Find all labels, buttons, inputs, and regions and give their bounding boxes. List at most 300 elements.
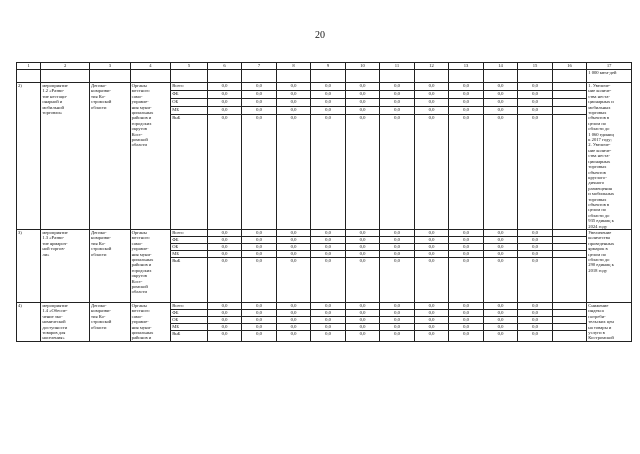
funding-value: 0,0 xyxy=(345,229,380,236)
funding-value: 0,0 xyxy=(380,107,415,115)
funding-source: ВнБ xyxy=(171,115,208,230)
expected-result-line: 2024 году xyxy=(588,223,608,229)
funding-value: 0,0 xyxy=(276,107,311,115)
expected-result xyxy=(587,83,632,230)
expected-result-line: целом по xyxy=(588,207,607,213)
expected-result-line: размещения xyxy=(588,185,612,191)
funding-value xyxy=(552,99,587,107)
empty-cell xyxy=(130,70,171,83)
empty-cell xyxy=(518,70,553,83)
co-executor-line: ромской xyxy=(131,284,148,290)
measure-row xyxy=(17,83,632,91)
co-executor-line: Органы xyxy=(131,302,147,308)
measure-number: 4) xyxy=(17,302,41,341)
funding-value: 0,0 xyxy=(276,91,311,99)
funding-value: 0,0 xyxy=(207,257,242,302)
co-executor-line: Органы xyxy=(131,83,147,88)
funding-value: 0,0 xyxy=(207,330,242,341)
expected-result-line: тельских цен xyxy=(588,319,614,325)
co-executors xyxy=(130,83,171,230)
expected-result-line: торговых xyxy=(588,196,607,202)
funding-value: 0,0 xyxy=(345,323,380,330)
funding-value: 0,0 xyxy=(345,91,380,99)
funding-value: 0,0 xyxy=(414,107,449,115)
co-executor-line: районов и xyxy=(131,115,152,121)
column-header: 15 xyxy=(518,63,553,70)
funding-value: 0,0 xyxy=(483,83,518,91)
expected-result-line: на товары и xyxy=(588,324,612,330)
funding-source: Всего xyxy=(171,302,208,309)
funding-value: 0,0 xyxy=(449,250,484,257)
funding-value: 0,0 xyxy=(242,316,277,323)
funding-value xyxy=(552,323,587,330)
co-executor-line: управле- xyxy=(131,99,149,105)
funding-value: 0,0 xyxy=(242,91,277,99)
funding-value: 0,0 xyxy=(276,250,311,257)
funding-value: 0,0 xyxy=(242,115,277,230)
expected-result-line: объектов xyxy=(588,169,606,175)
funding-value: 0,0 xyxy=(483,115,518,230)
funding-value: 0,0 xyxy=(414,309,449,316)
expected-result-line: объектов в xyxy=(588,201,610,207)
funding-value xyxy=(552,91,587,99)
column-header: 6 xyxy=(207,63,242,70)
page-number: 20 xyxy=(315,30,325,41)
empty-cell xyxy=(345,70,380,83)
measure-name-line: торговли» xyxy=(42,110,63,116)
funding-value xyxy=(552,83,587,91)
funding-value: 0,0 xyxy=(414,83,449,91)
funding-value: 0,0 xyxy=(380,91,415,99)
funding-value: 0,0 xyxy=(242,309,277,316)
funding-source: Всего xyxy=(171,83,208,91)
funding-value: 0,0 xyxy=(311,229,346,236)
co-executor-line: ромской xyxy=(131,137,148,143)
funding-value: 0,0 xyxy=(414,91,449,99)
empty-cell xyxy=(171,70,208,83)
funding-source: ФБ xyxy=(171,91,208,99)
co-executor-line: управле- xyxy=(131,246,149,252)
empty-cell xyxy=(414,70,449,83)
measure-name-line: ной торгов- xyxy=(42,246,66,252)
measure-name-line: 1.2 «Разви- xyxy=(42,88,65,94)
funding-value: 0,0 xyxy=(207,302,242,309)
funding-value: 0,0 xyxy=(311,115,346,230)
funding-value: 0,0 xyxy=(483,107,518,115)
funding-value: 0,0 xyxy=(311,243,346,250)
expected-result-line: области до xyxy=(588,257,610,262)
co-executor-line: само- xyxy=(131,240,143,246)
funding-value: 0,0 xyxy=(483,243,518,250)
co-executor-line: округов xyxy=(131,273,147,279)
funding-value: 0,0 xyxy=(483,99,518,107)
expected-result-line: ние количе- xyxy=(588,88,612,94)
funding-value: 0,0 xyxy=(518,323,553,330)
column-header: 16 xyxy=(552,63,587,70)
executor-line: номразви- xyxy=(91,235,111,241)
funding-value: 0,0 xyxy=(483,236,518,243)
expected-result-line: 2018 году xyxy=(588,267,608,273)
empty-cell xyxy=(17,70,41,83)
measure-name-line: номической xyxy=(42,319,66,325)
expected-result-line: ние количе- xyxy=(588,147,612,153)
funding-value xyxy=(552,302,587,309)
measure-name-line: тие ярмароч- xyxy=(42,240,68,246)
funding-source: МБ xyxy=(171,323,208,330)
empty-cell xyxy=(380,70,415,83)
empty-cell xyxy=(483,70,518,83)
measure-name-line: мобильной xyxy=(42,104,64,110)
funding-value: 0,0 xyxy=(242,236,277,243)
co-executor-line: Кост- xyxy=(131,131,143,137)
funding-source: Всего xyxy=(171,229,208,236)
funding-value: 0,0 xyxy=(345,236,380,243)
funding-value: 0,0 xyxy=(380,302,415,309)
expected-result-line: области до xyxy=(588,212,610,218)
column-header: 9 xyxy=(311,63,346,70)
funding-value: 0,0 xyxy=(242,229,277,236)
measure-name-line: чение эко- xyxy=(42,313,63,319)
funding-value: 0,0 xyxy=(483,91,518,99)
co-executor-line: ния муни- xyxy=(131,324,152,330)
program-table xyxy=(16,62,632,342)
funding-value: 0,0 xyxy=(518,309,553,316)
funding-value: 0,0 xyxy=(242,330,277,341)
expected-result-line: потреби- xyxy=(588,313,606,319)
funding-value: 0,0 xyxy=(380,316,415,323)
funding-value: 0,0 xyxy=(311,250,346,257)
expected-result-line: ства неста- xyxy=(588,93,610,99)
executor-line: области xyxy=(91,251,107,257)
funding-source: ВнБ xyxy=(171,257,208,302)
measure-name-line: доступности xyxy=(42,324,68,330)
funding-value: 0,0 xyxy=(414,330,449,341)
funding-value: 0,0 xyxy=(345,243,380,250)
executor-line: Депэко- xyxy=(91,83,107,88)
funding-value: 0,0 xyxy=(207,243,242,250)
funding-value: 0,0 xyxy=(242,107,277,115)
expected-result-line: 1 060 единиц xyxy=(588,131,614,137)
expected-result-line: мобильных xyxy=(588,104,611,110)
funding-value: 0,0 xyxy=(518,257,553,302)
funding-value: 0,0 xyxy=(380,236,415,243)
funding-value: 0,0 xyxy=(518,229,553,236)
funding-value: 0,0 xyxy=(483,302,518,309)
funding-value: 0,0 xyxy=(449,316,484,323)
expected-result-line: 2. Увеличе- xyxy=(588,142,611,148)
col17-cell: 1 000 квта-дей xyxy=(587,70,632,83)
executor-line: стромской xyxy=(91,246,112,252)
co-executor-line: Органы xyxy=(131,229,147,235)
funding-value: 0,0 xyxy=(207,236,242,243)
funding-value: 0,0 xyxy=(345,316,380,323)
funding-source: ФБ xyxy=(171,236,208,243)
expected-result-line: целом по xyxy=(588,120,607,126)
funding-value: 0,0 xyxy=(345,250,380,257)
measure-row xyxy=(17,229,632,236)
funding-value: 0,0 xyxy=(449,115,484,230)
co-executor-line: городских xyxy=(131,120,152,126)
funding-value: 0,0 xyxy=(276,99,311,107)
funding-value: 0,0 xyxy=(518,330,553,341)
column-header: 13 xyxy=(449,63,484,70)
funding-value: 0,0 xyxy=(380,330,415,341)
funding-source: ОБ xyxy=(171,99,208,107)
funding-value: 0,0 xyxy=(207,83,242,91)
column-header: 7 xyxy=(242,63,277,70)
co-executor-line: области xyxy=(131,142,147,148)
measure-name-line: 1.4 «Обеспе- xyxy=(42,308,68,314)
funding-value: 0,0 xyxy=(276,309,311,316)
funding-value: 0,0 xyxy=(518,99,553,107)
executor-line: номразви- xyxy=(91,88,111,94)
executor-line: стромской xyxy=(91,99,112,105)
funding-value: 0,0 xyxy=(414,229,449,236)
funding-value: 0,0 xyxy=(207,115,242,230)
empty-cell xyxy=(552,70,587,83)
responsible-executor xyxy=(90,302,131,341)
measure-name-line: 1.3 «Разви- xyxy=(42,235,65,241)
co-executor-line: Кост- xyxy=(131,278,143,284)
expected-result-line: области до xyxy=(588,126,610,132)
funding-value: 0,0 xyxy=(345,107,380,115)
funding-value: 0,0 xyxy=(518,91,553,99)
measure-name-line: товаров для xyxy=(42,330,66,335)
empty-cell xyxy=(90,70,131,83)
co-executor-line: само- xyxy=(131,313,143,319)
expected-result-line: дичного xyxy=(588,180,605,186)
funding-value: 0,0 xyxy=(345,99,380,107)
funding-value: 0,0 xyxy=(380,83,415,91)
header-row xyxy=(17,63,632,70)
co-executor-line: само- xyxy=(131,93,143,99)
funding-value xyxy=(552,243,587,250)
funding-value: 0,0 xyxy=(242,99,277,107)
funding-source: МБ xyxy=(171,250,208,257)
funding-value: 0,0 xyxy=(449,330,484,341)
funding-value: 0,0 xyxy=(483,257,518,302)
column-header: 11 xyxy=(380,63,415,70)
funding-value: 0,0 xyxy=(483,316,518,323)
expected-result-line: ционарных xyxy=(588,158,611,164)
funding-source: ФБ xyxy=(171,309,208,316)
funding-value: 0,0 xyxy=(276,330,311,341)
expected-result xyxy=(587,302,632,341)
funding-value xyxy=(552,316,587,323)
funding-value: 0,0 xyxy=(449,302,484,309)
column-header: 1 xyxy=(17,63,41,70)
funding-value: 0,0 xyxy=(345,83,380,91)
funding-value: 0,0 xyxy=(483,229,518,236)
column-header: 10 xyxy=(345,63,380,70)
measure-name-line: мероприятие xyxy=(42,302,68,308)
funding-value xyxy=(552,107,587,115)
funding-value: 0,0 xyxy=(207,229,242,236)
funding-value: 0,0 xyxy=(276,257,311,302)
funding-value: 0,0 xyxy=(380,250,415,257)
funding-value: 0,0 xyxy=(345,302,380,309)
funding-value: 0,0 xyxy=(414,302,449,309)
funding-value: 0,0 xyxy=(207,91,242,99)
co-executor-line: управле- xyxy=(131,319,149,325)
co-executor-line: городских xyxy=(131,267,152,273)
funding-value xyxy=(552,115,587,230)
funding-value: 0,0 xyxy=(242,257,277,302)
funding-value: 0,0 xyxy=(276,83,311,91)
funding-value: 0,0 xyxy=(414,99,449,107)
funding-value: 0,0 xyxy=(449,107,484,115)
expected-result-line: ярмарок в xyxy=(588,246,608,252)
column-header: 14 xyxy=(483,63,518,70)
funding-value: 0,0 xyxy=(483,309,518,316)
executor-line: номразви- xyxy=(91,308,111,314)
co-executor-line: ципальных xyxy=(131,257,154,262)
funding-value: 0,0 xyxy=(345,257,380,302)
funding-source: МБ xyxy=(171,107,208,115)
funding-value: 0,0 xyxy=(449,243,484,250)
column-header: 12 xyxy=(414,63,449,70)
expected-result-line: торговых xyxy=(588,164,607,170)
co-executors xyxy=(130,229,171,302)
funding-value: 0,0 xyxy=(311,99,346,107)
funding-value xyxy=(552,330,587,341)
empty-cell xyxy=(449,70,484,83)
funding-value: 0,0 xyxy=(311,257,346,302)
measure-name-line: населения» xyxy=(42,335,65,341)
funding-value: 0,0 xyxy=(345,115,380,230)
responsible-executor xyxy=(90,83,131,230)
co-executor-line: местного xyxy=(131,308,150,314)
funding-value: 0,0 xyxy=(242,250,277,257)
empty-cell xyxy=(311,70,346,83)
expected-result-line: и мобильных xyxy=(588,191,615,197)
funding-value: 0,0 xyxy=(311,323,346,330)
column-header: 4 xyxy=(130,63,171,70)
funding-value: 0,0 xyxy=(449,257,484,302)
expected-result-line: торговых xyxy=(588,110,607,116)
funding-value: 0,0 xyxy=(518,115,553,230)
funding-value xyxy=(552,229,587,236)
co-executor-line: округов xyxy=(131,126,147,132)
co-executor-line: местного xyxy=(131,235,150,241)
measure-name-line: тие нестаци- xyxy=(42,93,68,99)
funding-value: 0,0 xyxy=(449,236,484,243)
funding-value: 0,0 xyxy=(414,115,449,230)
executor-line: тия Ко- xyxy=(91,240,106,246)
executor-line: тия Ко- xyxy=(91,93,106,99)
funding-value: 0,0 xyxy=(276,115,311,230)
funding-source: ОБ xyxy=(171,316,208,323)
funding-value: 0,0 xyxy=(276,302,311,309)
funding-value: 0,0 xyxy=(207,250,242,257)
expected-result-line: ционарных и xyxy=(588,99,614,105)
funding-value: 0,0 xyxy=(449,91,484,99)
funding-value: 0,0 xyxy=(518,302,553,309)
funding-value: 0,0 xyxy=(311,236,346,243)
co-executor-line: области xyxy=(131,289,147,295)
executor-line: стромской xyxy=(91,319,112,325)
co-executor-line: районов и xyxy=(131,262,152,268)
funding-value: 0,0 xyxy=(311,309,346,316)
funding-value: 0,0 xyxy=(483,250,518,257)
funding-value: 0,0 xyxy=(414,243,449,250)
measure-name-line: ли» xyxy=(42,251,50,257)
empty-cell xyxy=(242,70,277,83)
funding-value: 0,0 xyxy=(518,107,553,115)
co-executor-line: ципальных xyxy=(131,110,154,116)
measure-name-line: онарной и xyxy=(42,99,63,105)
funding-value xyxy=(552,257,587,302)
funding-value xyxy=(552,250,587,257)
expected-result-line: Снижение xyxy=(588,302,609,308)
empty-cell xyxy=(276,70,311,83)
funding-value: 0,0 xyxy=(380,115,415,230)
funding-value: 0,0 xyxy=(380,257,415,302)
funding-value: 0,0 xyxy=(380,323,415,330)
funding-value: 0,0 xyxy=(311,83,346,91)
funding-value: 0,0 xyxy=(311,91,346,99)
funding-value: 0,0 xyxy=(380,243,415,250)
empty-cell xyxy=(41,70,90,83)
funding-value: 0,0 xyxy=(449,99,484,107)
funding-value: 0,0 xyxy=(311,107,346,115)
measure-row xyxy=(17,302,632,309)
funding-value: 0,0 xyxy=(311,330,346,341)
expected-result-line: проведенных xyxy=(588,240,615,246)
preceding-row xyxy=(17,70,632,83)
funding-value: 0,0 xyxy=(207,316,242,323)
funding-value: 0,0 xyxy=(414,236,449,243)
funding-value: 0,0 xyxy=(380,309,415,316)
column-header: 8 xyxy=(276,63,311,70)
executor-line: Депэко- xyxy=(91,302,107,308)
expected-result-line: Костромской xyxy=(588,335,614,341)
funding-value: 0,0 xyxy=(276,236,311,243)
funding-value: 0,0 xyxy=(311,316,346,323)
measure-name-line: мероприятие xyxy=(42,83,68,88)
co-executors xyxy=(130,302,171,341)
funding-value: 0,0 xyxy=(345,330,380,341)
funding-value: 0,0 xyxy=(276,243,311,250)
empty-cell xyxy=(207,70,242,83)
funding-value: 0,0 xyxy=(242,323,277,330)
funding-value: 0,0 xyxy=(380,229,415,236)
funding-value: 0,0 xyxy=(518,243,553,250)
funding-value: 0,0 xyxy=(449,229,484,236)
measure-number: 3) xyxy=(17,229,41,302)
expected-result-line: количества xyxy=(588,235,610,241)
funding-value: 0,0 xyxy=(207,309,242,316)
funding-value: 0,0 xyxy=(276,229,311,236)
measure-name xyxy=(41,83,90,230)
funding-value: 0,0 xyxy=(449,309,484,316)
funding-value: 0,0 xyxy=(449,323,484,330)
measure-name xyxy=(41,229,90,302)
funding-value: 0,0 xyxy=(449,83,484,91)
executor-line: тия Ко- xyxy=(91,313,106,319)
funding-value: 0,0 xyxy=(276,323,311,330)
expected-result-line: 935 единиц к xyxy=(588,218,614,224)
expected-result-line: объектов в xyxy=(588,115,610,121)
expected-result-line: круглого- xyxy=(588,174,607,180)
funding-value: 0,0 xyxy=(483,330,518,341)
expected-result-line: индекса xyxy=(588,308,604,314)
funding-value: 0,0 xyxy=(207,323,242,330)
funding-value xyxy=(552,309,587,316)
column-header: 2 xyxy=(41,63,90,70)
funding-value xyxy=(552,236,587,243)
expected-result-line: 290 единиц к xyxy=(588,262,614,268)
